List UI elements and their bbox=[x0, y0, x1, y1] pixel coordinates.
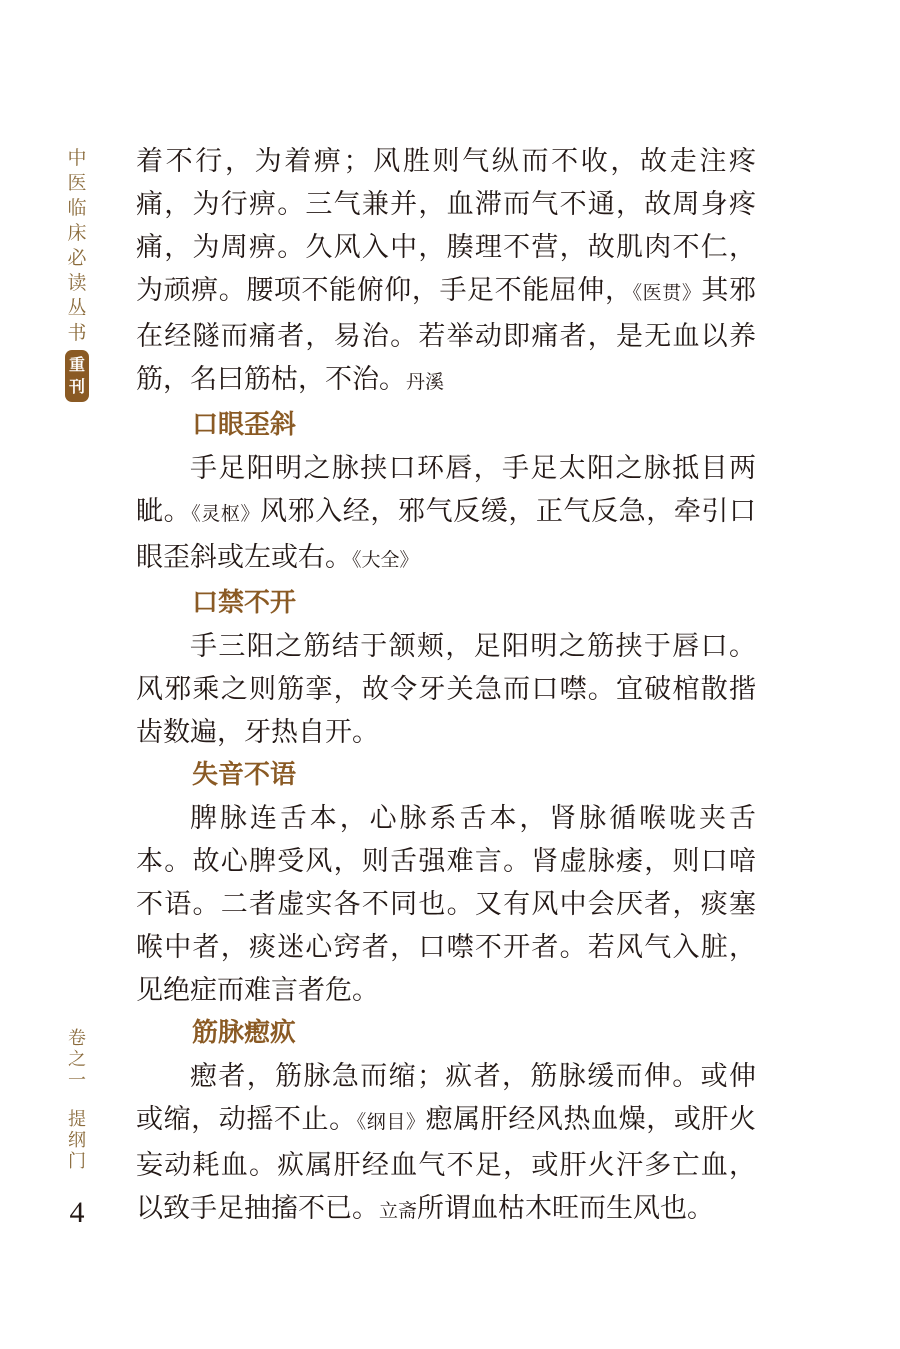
source-citation: 《灵枢》 bbox=[191, 503, 261, 525]
source-citation: 立斋 bbox=[379, 1200, 418, 1222]
text-run: 手足阳明之脉挟口环唇，手足太阳之脉抵目两眦。 bbox=[136, 453, 756, 527]
series-title-char: 床 bbox=[67, 222, 87, 244]
section-char: 纲 bbox=[68, 1130, 86, 1151]
text-run: 瘛属肝经风热血燥，或肝火妄动耗血。疭属肝经血气不足，或肝火汗多亡血，以致手足抽搐不已。 bbox=[136, 1104, 757, 1224]
source-citation: 《大全》 bbox=[352, 549, 419, 571]
source-citation: 丹溪 bbox=[406, 371, 445, 393]
source-citation: 《纲目》 bbox=[356, 1111, 426, 1133]
text-run: 瘛者，筋脉急而缩；疭者，筋脉缓而伸。或伸或缩，动摇不止。 bbox=[136, 1061, 756, 1135]
section-char: 提 bbox=[68, 1109, 86, 1130]
series-title-char: 必 bbox=[67, 247, 87, 269]
text-run: 风邪入经，邪气反缓，正气反急，牵引口眼歪斜或左或右。 bbox=[136, 496, 757, 573]
section-heading: 口眼歪斜 bbox=[192, 410, 297, 440]
section-heading: 口禁不开 bbox=[192, 588, 297, 618]
series-title-char: 丛 bbox=[67, 297, 87, 319]
series-title-char: 读 bbox=[67, 272, 87, 294]
text-run: 其邪在经隧而痛者，易治。若举动即痛者，是无血以养筋，名曰筋枯，不治。 bbox=[136, 275, 757, 395]
paragraph bbox=[136, 1055, 756, 1233]
paragraph: 手三阳之筋结于颔颊，足阳明之筋挟于唇口。风邪乘之则筋挛，故令牙关急而口噤。宜破棺散揩齿数遍，牙热自开。 bbox=[136, 631, 756, 748]
series-title-char: 书 bbox=[67, 322, 87, 344]
paragraph bbox=[136, 140, 756, 404]
text-run: 着不行，为着痹；风胜则气纵而不收，故走注疼痛，为行痹。三气兼并，血滞而气不通，故周身疼痛，为周痹。久风入中，腠理不营，故肌肉不仁，为顽痹。腰项不能俯仰，手足不能屈伸， bbox=[136, 146, 756, 306]
chapter-char: 卷 bbox=[68, 1028, 86, 1049]
seal-char: 刊 bbox=[68, 377, 85, 396]
series-title-char: 医 bbox=[67, 172, 87, 194]
section-heading: 筋脉瘛疭 bbox=[192, 1018, 297, 1048]
paragraph bbox=[136, 447, 756, 582]
text-run: 所谓血枯木旺而生风也。 bbox=[417, 1193, 715, 1224]
source-citation: 《医贯》 bbox=[632, 282, 702, 304]
section-char: 门 bbox=[68, 1151, 86, 1172]
section-heading: 失音不语 bbox=[192, 760, 297, 790]
chapter-marker-vertical bbox=[64, 1028, 90, 1172]
chapter-char: 一 bbox=[68, 1070, 86, 1091]
paragraph: 脾脉连舌本，心脉系舌本，肾脉循喉咙夹舌本。故心脾受风，则舌强难言。肾虚脉痿，则口喑不语。二者虚实各不同也。又有风中会厌者，痰塞喉中者，痰迷心窍者，口噤不开者。若风气入脏，见绝症而难言者危。 bbox=[136, 803, 756, 1006]
series-title-char: 中 bbox=[67, 147, 87, 169]
reprint-seal bbox=[65, 350, 89, 402]
series-title-char: 临 bbox=[67, 197, 87, 219]
main-text bbox=[136, 140, 756, 1233]
chapter-char: 之 bbox=[68, 1049, 86, 1070]
seal-char: 重 bbox=[68, 355, 85, 374]
page-number: 4 bbox=[69, 1196, 85, 1229]
series-title-vertical bbox=[64, 146, 90, 402]
